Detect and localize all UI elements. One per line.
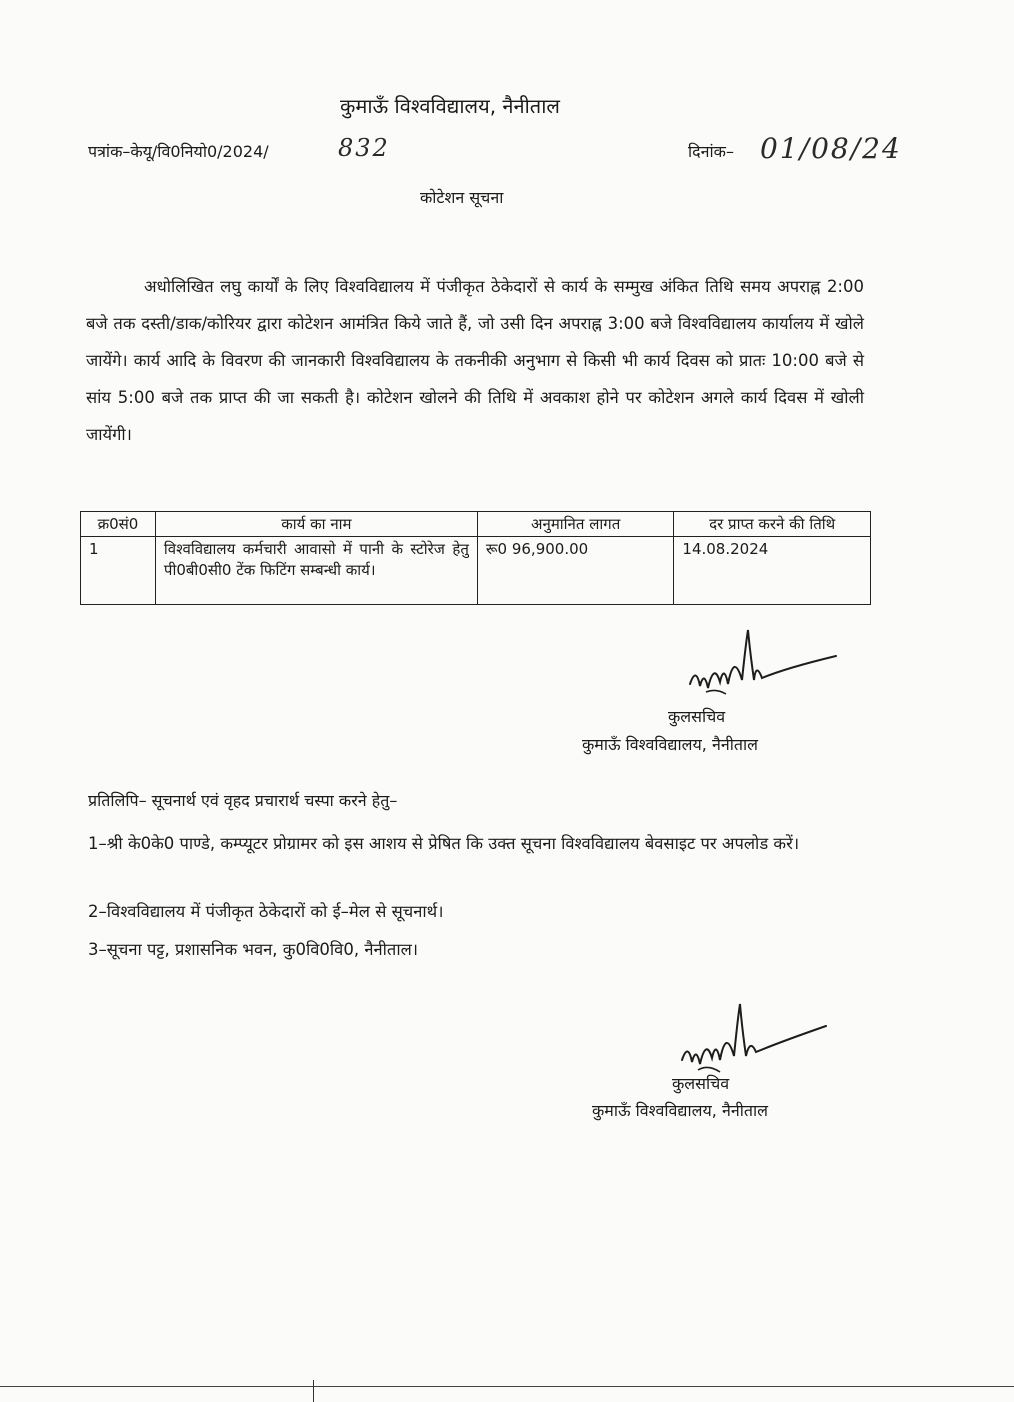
scan-edge-mark — [313, 1380, 314, 1402]
date-label: दिनांक– — [688, 142, 734, 161]
scan-edge-line — [0, 1386, 1014, 1387]
cell-estimated-cost: रू0 96,900.00 — [477, 537, 674, 605]
signatory-title: कुलसचिव — [672, 1074, 730, 1093]
signatory-title: कुलसचिव — [668, 707, 726, 726]
notice-subject: कोटेशन सूचना — [420, 188, 504, 207]
copy-item: 2–विश्वविद्यालय में पंजीकृत ठेकेदारों को ई–मेल से सूचनार्थ। — [88, 902, 444, 921]
signatory-organization: कुमाऊँ विश्वविद्यालय, नैनीताल — [592, 1101, 768, 1120]
date-value: 01/08/24 — [760, 132, 902, 165]
reference-number: 832 — [338, 134, 390, 162]
copy-item: 1–श्री के0के0 पाण्डे, कम्प्यूटर प्रोग्रामर को इस आशय से प्रेषित कि उक्त सूचना विश्वविद्यालय बेवसाइट पर अपलोड करें। — [88, 834, 800, 853]
header-rate-date: दर प्राप्त करने की तिथि — [674, 512, 871, 537]
header-estimated-cost: अनुमानित लागत — [477, 512, 674, 537]
cell-serial: 1 — [81, 537, 156, 605]
signature-mark — [676, 622, 846, 712]
cell-work-name: विश्वविद्यालय कर्मचारी आवासो में पानी के स्टोरेज हेतु पी0बी0सी0 टेंक फिटिंग सम्बन्धी कार्य। — [155, 537, 477, 605]
cell-rate-date: 14.08.2024 — [674, 537, 871, 605]
header-work-name: कार्य का नाम — [155, 512, 477, 537]
header-serial: क्र0सं0 — [81, 512, 156, 537]
table-row — [81, 537, 871, 605]
notice-body: अधोलिखित लघु कार्यों के लिए विश्वविद्यालय में पंजीकृत ठेकेदारों से कार्य के सम्मुख अंकित तिथि समय अपराह्न 2:00 बजे तक दस्ती/डाक/कोरियर द्वारा कोटेशन आमंत्रित किये जाते हैं, जो उसी दिन अपराह्न 3:00 बजे विश्वविद्यालय कार्यालय में खोले जायेंगे। कार्य आदि के विवरण की जानकारी विश्वविद्यालय के तकनीकी अनुभाग से किसी भी कार्य दिवस को प्रातः 10:00 बजे से सांय 5:00 बजे तक प्राप्त की जा सकती है। कोटेशन खोलने की तिथि में अवकाश होने पर कोटेशन अगले कार्य दिवस में खोली जायेंगी। — [86, 277, 864, 444]
university-title: कुमाऊँ विश्वविद्यालय, नैनीताल — [340, 94, 560, 118]
copy-item: 3–सूचना पट्ट, प्रशासनिक भवन, कु0वि0वि0, नैनीताल। — [88, 940, 419, 959]
table-header-row — [81, 512, 871, 537]
signatory-organization: कुमाऊँ विश्वविद्यालय, नैनीताल — [582, 735, 758, 754]
reference-label: पत्रांक–केयू/वि0नियो0/2024/ — [88, 142, 269, 161]
copy-heading: प्रतिलिपि– सूचनार्थ एवं वृहद प्रचारार्थ चस्पा करने हेतु– — [88, 791, 398, 810]
tender-table — [80, 511, 871, 605]
